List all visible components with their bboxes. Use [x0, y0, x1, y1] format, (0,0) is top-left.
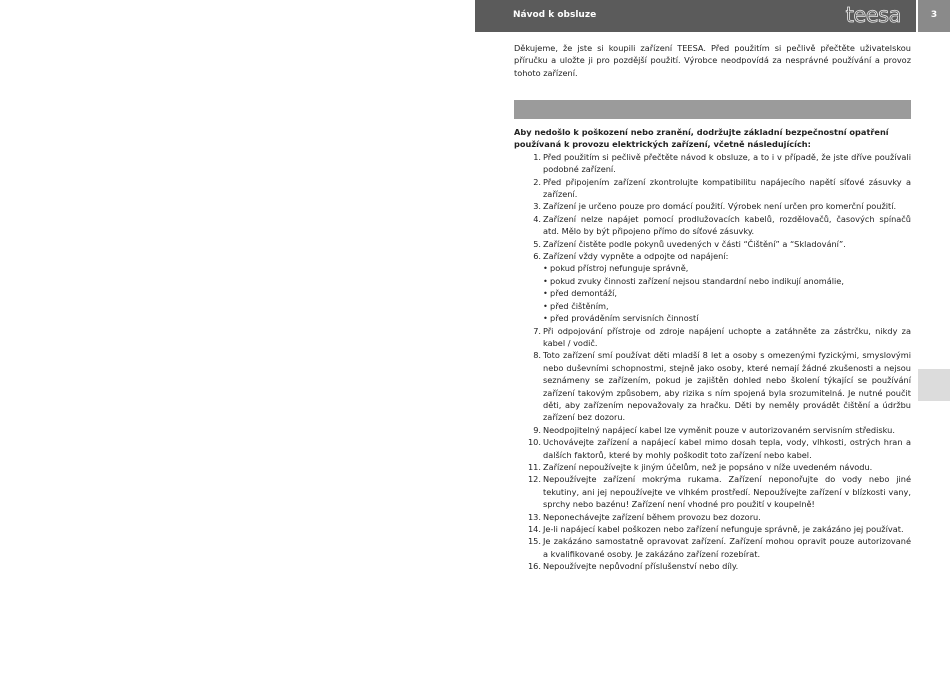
- sub-bullet-text: pokud zvuky činnosti zařízení nejsou standardní nebo indikují anomálie,: [550, 275, 844, 286]
- bullet-icon: •: [543, 263, 548, 274]
- list-item: [514, 523, 911, 535]
- safety-rules-list: [514, 151, 911, 573]
- list-item: [514, 325, 911, 350]
- item-text: Před použitím si pečlivě přečtěte návod k obsluze, a to i v případě, že jste dříve používali podobné zařízení.: [543, 151, 911, 175]
- list-item: [514, 424, 911, 436]
- item-text: Je zakázáno samostatně opravovat zařízení. Zařízení mohou opravit pouze autorizované a kvalifikované osoby. Je zakázáno zařízení rozebírat.: [543, 536, 911, 559]
- item-number: 4.: [533, 213, 541, 224]
- item-number: 2.: [533, 176, 541, 187]
- header-title: Návod k obsluze: [513, 10, 597, 20]
- item-number: 11.: [527, 461, 541, 472]
- intro-paragraph: Děkujeme, že jste si koupili zařízení TEESA. Před použitím si pečlivě přečtěte uživatelskou příručku a uložte ji pro pozdější použití. Výrobce neodpovídá za nesprávné používání a provoz tohoto zařízení.: [514, 43, 911, 78]
- list-item: [514, 436, 911, 461]
- item-text: Je-li napájecí kabel poškozen nebo zařízení nefunguje správně, je zakázáno jej používat.: [543, 524, 904, 534]
- item-number: 8.: [533, 350, 541, 361]
- sub-bullet: [543, 275, 911, 287]
- item-text: Neponechávejte zařízení během provozu bez dozoru.: [543, 511, 761, 522]
- side-tab: [918, 369, 950, 401]
- sub-bullet-text: před čištěním,: [550, 300, 609, 311]
- list-item: [514, 461, 911, 473]
- item-text: Zařízení nepoužívejte k jiným účelům, než je popsáno v níže uvedeném návodu.: [543, 461, 873, 472]
- sub-bullet: [543, 287, 911, 299]
- sub-bullet: [543, 262, 911, 274]
- item-text: Nepoužívejte nepůvodní příslušenství nebo díly.: [543, 561, 739, 572]
- list-item: [514, 200, 911, 212]
- header-bar: [475, 0, 916, 32]
- item-text: Neodpojitelný napájecí kabel lze vyměnit pouze v autorizovaném servisním středisku.: [543, 424, 895, 435]
- item-text: Zařízení nelze napájet pomocí prodlužovacích kabelů, rozdělovačů, časových spínačů atd. Mělo by být připojeno přímo do síťové zásuvky.: [543, 213, 911, 237]
- item-text: Před připojením zařízení zkontrolujte kompatibilitu napájecího napětí síťové zásuvky a zařízení.: [543, 176, 911, 200]
- item-number: 9.: [533, 424, 541, 435]
- bullet-icon: •: [543, 275, 548, 286]
- item-text: Zařízení je určeno pouze pro domácí použití. Výrobek není určen pro komerční použití.: [543, 201, 897, 212]
- teesa-logo: teesa: [845, 3, 901, 27]
- section-header-bar: [514, 100, 911, 119]
- sub-bullet-text: pokud přístroj nefunguje správně,: [550, 263, 689, 274]
- list-item: [514, 176, 911, 201]
- list-item: [514, 473, 911, 510]
- item-number: 15.: [527, 536, 541, 547]
- intro-section: [514, 42, 911, 79]
- item-text: Při odpojování přístroje od zdroje napájení uchopte a zatáhněte za zástrčku, nikdy za kabel / vodič.: [543, 325, 911, 348]
- item-text-with-bullets: [543, 250, 911, 324]
- item-number: 5.: [533, 238, 541, 249]
- list-item: [514, 560, 911, 572]
- page-number-box: [918, 0, 950, 32]
- item-number: 16.: [527, 561, 541, 572]
- item-text: Zařízení čistěte podle pokynů uvedených v části “Čištění” a “Skladování”.: [543, 238, 846, 249]
- bullet-icon: •: [543, 288, 548, 299]
- sub-bullet-text: před prováděním servisních činností: [550, 313, 699, 324]
- bullet-icon: •: [543, 313, 548, 324]
- item-text: Uchovávejte zařízení a napájecí kabel mimo dosah tepla, vody, vlhkosti, ostrých hran a dalších faktorů, které by mohly poškodit toto zařízení nebo kabel.: [543, 437, 911, 460]
- item-number: 14.: [527, 524, 541, 534]
- safety-section: [514, 126, 911, 573]
- bullet-icon: •: [543, 300, 548, 311]
- item-number: 13.: [527, 511, 541, 522]
- list-item: [514, 151, 911, 176]
- item-text: Nepoužívejte zařízení mokrýma rukama. Zařízení neponořujte do vody nebo jiné tekutiny, ani jej nepoužívejte ve vlhkém prostředí. Nepoužívejte zařízení v blízkosti vany, sprchy nebo bazénu! Zařízení není vhodné pro použití v koupelně!: [543, 474, 911, 510]
- list-item: [514, 535, 911, 560]
- sub-bullet: [543, 300, 911, 312]
- list-item: [514, 349, 911, 423]
- list-item: [514, 238, 911, 250]
- item-number: 10.: [527, 437, 541, 448]
- safety-heading: Aby nedošlo k poškození nebo zranění, dodržujte základní bezpečnostní opatření používaná k provozu elektrických zařízení, včetně následujících:: [514, 127, 889, 150]
- page-number: 3: [930, 10, 938, 20]
- item-number: 12.: [527, 474, 541, 485]
- sub-bullet: [543, 312, 911, 324]
- item-number: 1.: [533, 151, 541, 162]
- list-item: [514, 213, 911, 238]
- item-number: 6.: [533, 251, 541, 262]
- item-number: 7.: [533, 325, 541, 336]
- item-number: 3.: [533, 201, 541, 212]
- list-item: [514, 511, 911, 523]
- list-item: [514, 250, 911, 324]
- sub-bullet-text: před demontáží,: [550, 288, 618, 299]
- item-text: Zařízení vždy vypněte a odpojte od napájení:: [543, 251, 729, 262]
- sub-bullet-list: [543, 262, 911, 324]
- item-text: Toto zařízení smí používat děti mladší 8 let a osoby s omezenými fyzickými, smyslovými nebo duševními schopnostmi, stejně jako osoby, které nemají žádné zkušenosti a nejsou seznámeny se zařízením, pokud je zajištěn dohled nebo školení týkající se používání zařízení takovým způsobem, aby rizika s ním spojená byla srozumitelná. Je nutné poučit děti, aby zařízením nepovažovaly za hračku. Děti by neměly provádět čištění a údržbu zařízení bez dozoru.: [543, 350, 911, 423]
